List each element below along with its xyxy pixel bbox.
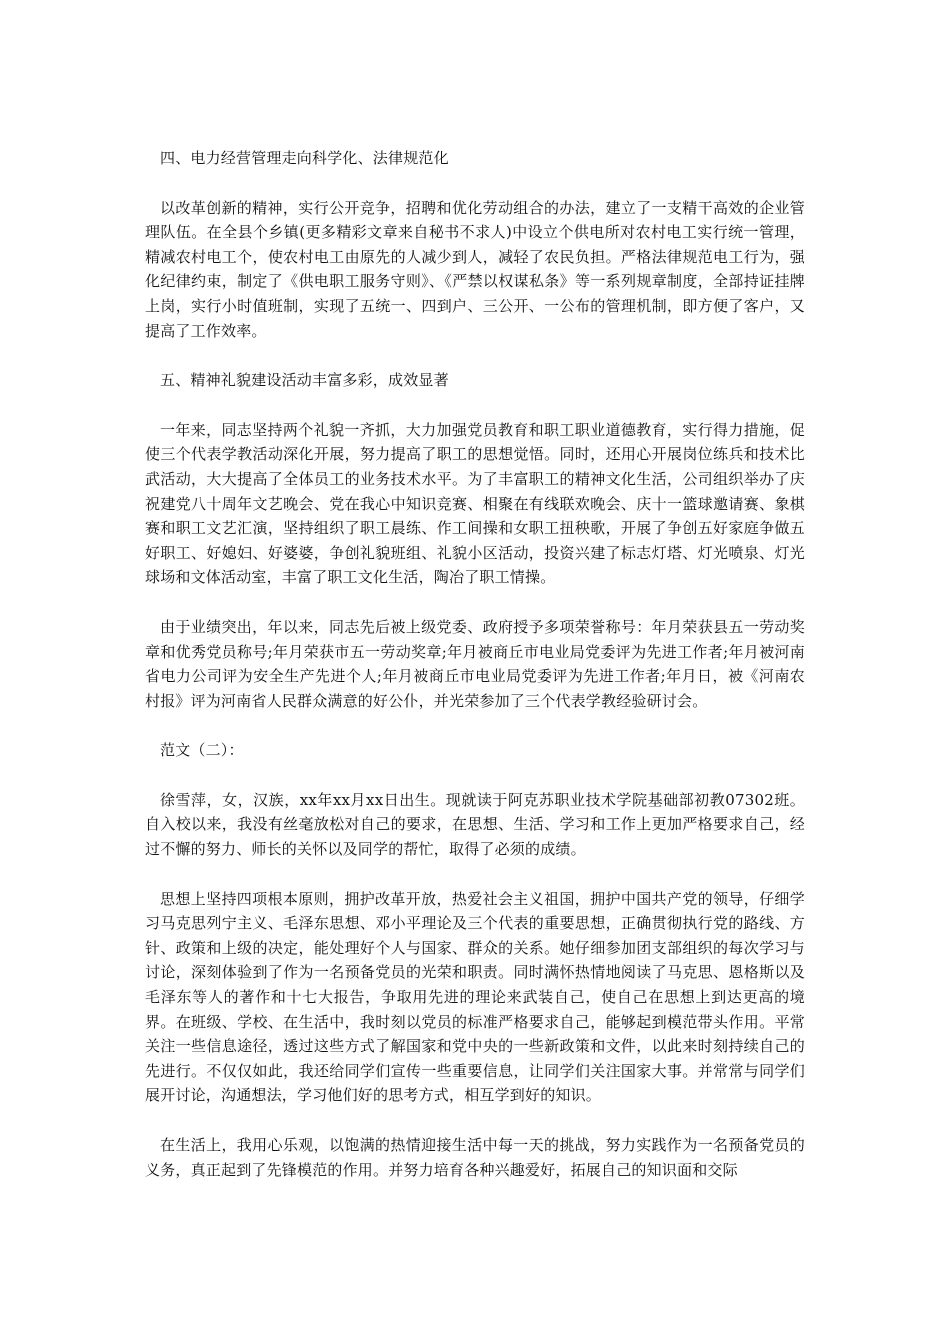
paragraph-intro: 徐雪萍，女，汉族，xx年xx月xx日出生。现就读于阿克苏职业技术学院基础部初教07302班。自入校以来，我没有丝毫放松对自己的要求，在思想、生活、学习和工作上更加严格要求自己，经过不懈的努力、师长的关怀以及同学的帮忙，取得了必须的成绩。: [145, 790, 805, 859]
paragraph-culture: 一年来，同志坚持两个礼貌一齐抓，大力加强党员教育和职工职业道德教育，实行得力措施，促使三个代表学教活动深化开展，努力提高了职工的思想觉悟。同时，还用心开展岗位练兵和技术比武活动，大大提高了全体员工的业务技术水平。为了丰富职工的精神文化生活，公司组织举办了庆祝建党八十周年文艺晚会、党在我心中知识竞赛、相聚在有线联欢晚会、庆十一篮球邀请赛、象棋赛和职工文艺汇演，坚持组织了职工晨练、作工间操和女职工扭秧歌，开展了争创五好家庭争做五好职工、好媳妇、好婆婆，争创礼貌班组、礼貌小区活动，投资兴建了标志灯塔、灯光喷泉、灯光球场和文体活动室，丰富了职工文化生活，陶冶了职工情操。: [145, 420, 805, 587]
paragraph-management: 以改革创新的精神，实行公开竞争，招聘和优化劳动组合的办法，建立了一支精干高效的企业管理队伍。在全县个乡镇(更多精彩文章来自秘书不求人)中设立个供电所对农村电工实行统一管理，精减农村电工个，使农村电工由原先的人减少到人，减轻了农民负担。严格法律规范电工行为，强化纪律约束，制定了《供电职工服务守则》、《严禁以权谋私条》等一系列规章制度，全部持证挂牌上岗，实行小时值班制，实现了五统一、四到户、三公开、一公布的管理机制，即方便了客户，又提高了工作效率。: [145, 198, 805, 340]
document-body: [145, 146, 805, 1182]
section-heading-5: 五、精神礼貌建设活动丰富多彩，成效显著: [160, 371, 449, 390]
paragraph-life: 在生活上，我用心乐观，以饱满的热情迎接生活中每一天的挑战，努力实践作为一名预备党员的义务，真正起到了先锋模范的作用。并努力培育各种兴趣爱好，拓展自己的知识面和交际: [145, 1136, 805, 1179]
paragraph-honors: 由于业绩突出，年以来，同志先后被上级党委、政府授予多项荣誉称号：年月荣获县五一劳动奖章和优秀党员称号;年月荣获市五一劳动奖章;年月被商丘市电业局党委评为先进工作者;年月被河南省电力公司评为安全生产先进个人;年月被商丘市电业局党委评为先进工作者;年月日，被《河南农村报》评为河南省人民群众满意的好公仆，并光荣参加了三个代表学教经验研讨会。: [145, 617, 805, 710]
section-heading-4: 四、电力经营管理走向科学化、法律规范化: [160, 149, 449, 167]
sample-heading-2: 范文（二）：: [160, 741, 244, 760]
paragraph-ideology: 思想上坚持四项根本原则，拥护改革开放，热爱社会主义祖国，拥护中国共产党的领导，仔细学习马克思列宁主义、毛泽东思想、邓小平理论及三个代表的重要思想，正确贯彻执行党的路线、方针、政策和上级的决定，能处理好个人与国家、群众的关系。她仔细参加团支部组织的每次学习与讨论，深刻体验到了作为一名预备党员的光荣和职责。同时满怀热情地阅读了马克思、恩格斯以及毛泽东等人的著作和十七大报告，争取用先进的理论来武装自己，使自己在思想上到达更高的境界。在班级、学校、在生活中，我时刻以党员的标准严格要求自己，能够起到模范带头作用。平常关注一些信息途径，透过这些方式了解国家和党中央的一些新政策和文件，以此来时刻持续自己的先进行。不仅仅如此，我还给同学们宣传一些重要信息，让同学们关注国家大事。并常常与同学们展开讨论，沟通想法，学习他们好的思考方式，相互学到好的知识。: [145, 889, 805, 1105]
